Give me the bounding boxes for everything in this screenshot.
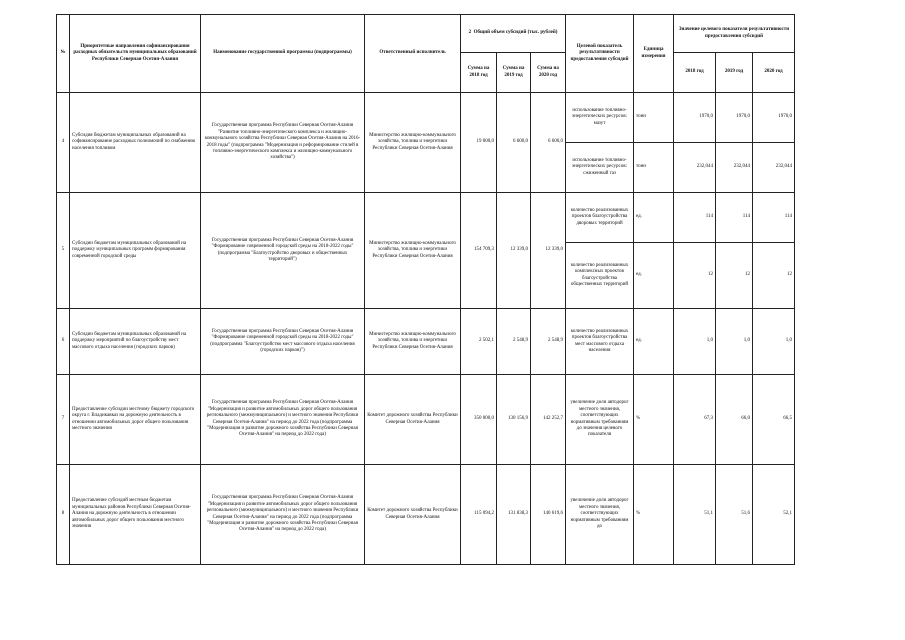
header-unit: Единица измерения: [634, 15, 674, 93]
row-sum2018: 154 709,3: [461, 193, 497, 309]
indicator-value-2019: 51,6: [716, 465, 753, 565]
table-body: [57, 15, 795, 565]
indicator-text: использование топливно-энергетических ресурсов: сжиженный газ: [566, 143, 634, 193]
row-sum2019: 6 600,0: [497, 93, 531, 193]
header-y2020: 2020 год: [753, 53, 795, 93]
table-row: [57, 193, 795, 243]
header-program: Наименование государственной программы (подпрограммы): [201, 15, 365, 93]
row-program: Государственная программа Республики Северная Осетия-Алания "Формирование современной городской среды на 2018-2022 годы" (подпрограмма "Благоустройство дворовых и общественных территорий"): [201, 193, 365, 309]
header-sum2018: Сумма на 2018 год: [461, 53, 497, 93]
row-executor: Министерство жилищно-коммунального хозяйства, топлива и энергетики Республики Северная Осетия-Алания: [365, 193, 461, 309]
indicator-value-2020: 232,044: [753, 143, 795, 193]
header-executor: Ответственный исполнитель: [365, 15, 461, 93]
row-direction: Субсидия бюджетам муниципальных образований на софинансирование расходных полномочий по снабжению населения топливом: [70, 93, 201, 193]
indicator-text: количество реализованных комплексных проектов благоустройства общественных территорий: [566, 243, 634, 309]
row-executor: Министерство жилищно-коммунального хозяйства, топлива и энергетики Республики Северная Осетия-Алания: [365, 93, 461, 193]
row-sum2019: 12 339,0: [497, 193, 531, 309]
row-executor: Комитет дорожного хозяйства Республики Северная Осетия-Алания: [365, 375, 461, 465]
row-sum2020: 2 548,9: [531, 309, 566, 375]
row-program: Государственная программа Республики Северная Осетия-Алания "Модернизация и развитие автомобильных дорог общего пользования регионального (межмуниципального) и местного значения Республики Северная Осетия-Алания" на период до 2022 года (подпрограмма "Модернизация и развитие дорожного хозяйства Республики Северная Осетия-Алания" на период до 2022 года): [201, 465, 365, 565]
header-values: Значение целевого показателя результативности предоставления субсидий: [674, 15, 795, 53]
header-directions: Приоритетные направления софинансирования расходных обязательств муниципальных образований Республики Северная Осетия-Алания: [70, 15, 201, 93]
header-volume-num: 2: [468, 30, 472, 36]
indicator-unit: %: [634, 375, 674, 465]
row-num: 4: [57, 93, 70, 193]
header-volume: [461, 15, 566, 53]
row-num: 6: [57, 309, 70, 375]
row-sum2019: 130 156,9: [497, 375, 531, 465]
indicator-text: увеличение доли автодорог местного значения, соответствующих нормативным требованиям до: [566, 465, 634, 565]
indicator-value-2020: 114: [753, 193, 795, 243]
indicator-unit: ед.: [634, 309, 674, 375]
table-row: [57, 93, 795, 143]
indicator-value-2020: 1,0: [753, 309, 795, 375]
indicator-value-2018: 67,3: [674, 375, 716, 465]
header-sum2020: Сумма на 2020 год: [531, 53, 566, 93]
indicator-value-2019: 66,0: [716, 375, 753, 465]
row-direction: Субсидии бюджетам муниципальных образований на поддержку муниципальных программ формирования современной городской среды: [70, 193, 201, 309]
row-program: Государственная программа Республики Северная Осетия-Алания "Формирование современной городской среды на 2018-2022 годы" (подпрограмма "Благоустройство мест массового отдыха населения (городских парков)"): [201, 309, 365, 375]
indicator-value-2018: 12: [674, 243, 716, 309]
indicator-value-2020: 52,1: [753, 465, 795, 565]
indicator-value-2020: 12: [753, 243, 795, 309]
indicator-value-2020: 66,5: [753, 375, 795, 465]
indicator-value-2019: 1970,0: [716, 93, 753, 143]
row-direction: Предоставление субсидии местному бюджету городского округа г. Владикавказ на дорожную деятельность в отношении автомобильных дорог общего пользования местного значения: [70, 375, 201, 465]
indicator-unit: тонн: [634, 93, 674, 143]
header-num: №: [57, 15, 70, 93]
row-num: 7: [57, 375, 70, 465]
row-direction: Предоставление субсидий местным бюджетам муниципальных районов Республики Северная Осетия-Алания на дорожную деятельность в отношении автомобильных дорог общего пользования местного значения: [70, 465, 201, 565]
row-num: 8: [57, 465, 70, 565]
indicator-unit: тонн: [634, 143, 674, 193]
row-sum2020: 140 619,6: [531, 465, 566, 565]
row-sum2018: 2 502,1: [461, 309, 497, 375]
row-direction: Субсидии бюджетам муниципальных образований на поддержку мероприятий по благоустройству мест массового отдыха населения (городских парков): [70, 309, 201, 375]
subsidy-table: [56, 14, 795, 565]
indicator-value-2018: 114: [674, 193, 716, 243]
row-num: 5: [57, 193, 70, 309]
header-indicator: Целевой показатель результативности предоставления субсидий: [566, 15, 634, 93]
indicator-text: количество реализованных проектов благоустройства дворовых территорий: [566, 193, 634, 243]
row-sum2020: 142 252,7: [531, 375, 566, 465]
row-sum2018: 19 000,0: [461, 93, 497, 193]
indicator-value-2018: 51,1: [674, 465, 716, 565]
indicator-text: использование топливно-энергетических ресурсов: мазут: [566, 93, 634, 143]
indicator-text: увеличение доли автодорог местного значения, соответствующих нормативным требованиям до значения целевого показателя: [566, 375, 634, 465]
table-row: [57, 465, 795, 565]
row-program: Государственная программа Республики Северная Осетия-Алания "Развитие топливно-энергетического комплекса и жилищно-коммунального хозяйства Республики Северная Осетия-Алания на 2016-2018 годы" (подпрограмма "Модернизация и реформирование стилей в топливно-энергетического комплекса и жилищно-коммунального хозяйства"): [201, 93, 365, 193]
row-sum2018: 350 000,0: [461, 375, 497, 465]
header-row: [57, 15, 795, 53]
table-row: [57, 309, 795, 375]
row-sum2018: 115 094,2: [461, 465, 497, 565]
header-y2019: 2019 год: [716, 53, 753, 93]
indicator-text: количество реализованных проектов благоустройства мест массового отдыха населения: [566, 309, 634, 375]
indicator-unit: ед.: [634, 193, 674, 243]
table-row: [57, 375, 795, 465]
row-sum2020: 6 600,0: [531, 93, 566, 193]
row-executor: Министерство жилищно-коммунального хозяйства, топлива и энергетики Республики Северная Осетия-Алания: [365, 309, 461, 375]
indicator-value-2019: 12: [716, 243, 753, 309]
row-executor: Комитет дорожного хозяйства Республики Северная Осетия-Алания: [365, 465, 461, 565]
indicator-value-2019: 232,044: [716, 143, 753, 193]
indicator-value-2018: 232,044: [674, 143, 716, 193]
header-sum2019: Сумма на 2019 год: [497, 53, 531, 93]
indicator-unit: ед.: [634, 243, 674, 309]
header-y2018: 2018 год: [674, 53, 716, 93]
indicator-value-2018: 1970,0: [674, 93, 716, 143]
indicator-value-2019: 1,0: [716, 309, 753, 375]
indicator-value-2020: 1970,0: [753, 93, 795, 143]
row-sum2020: 12 339,0: [531, 193, 566, 309]
row-sum2019: 131 838,3: [497, 465, 531, 565]
row-sum2019: 2 548,9: [497, 309, 531, 375]
indicator-value-2018: 1,0: [674, 309, 716, 375]
indicator-value-2019: 114: [716, 193, 753, 243]
row-program: Государственная программа Республики Северная Осетия-Алания "Модернизация и развитие автомобильных дорог общего пользования регионального (межмуниципального) и местного значения Республики Северная Осетия-Алания" на период до 2022 года (подпрограмма "Модернизация и развитие дорожного хозяйства Республики Северная Осетия-Алания" на период до 2022 года): [201, 375, 365, 465]
indicator-unit: %: [634, 465, 674, 565]
header-volume-label: Общий объем субсидий (тыс. рублей): [473, 30, 558, 36]
